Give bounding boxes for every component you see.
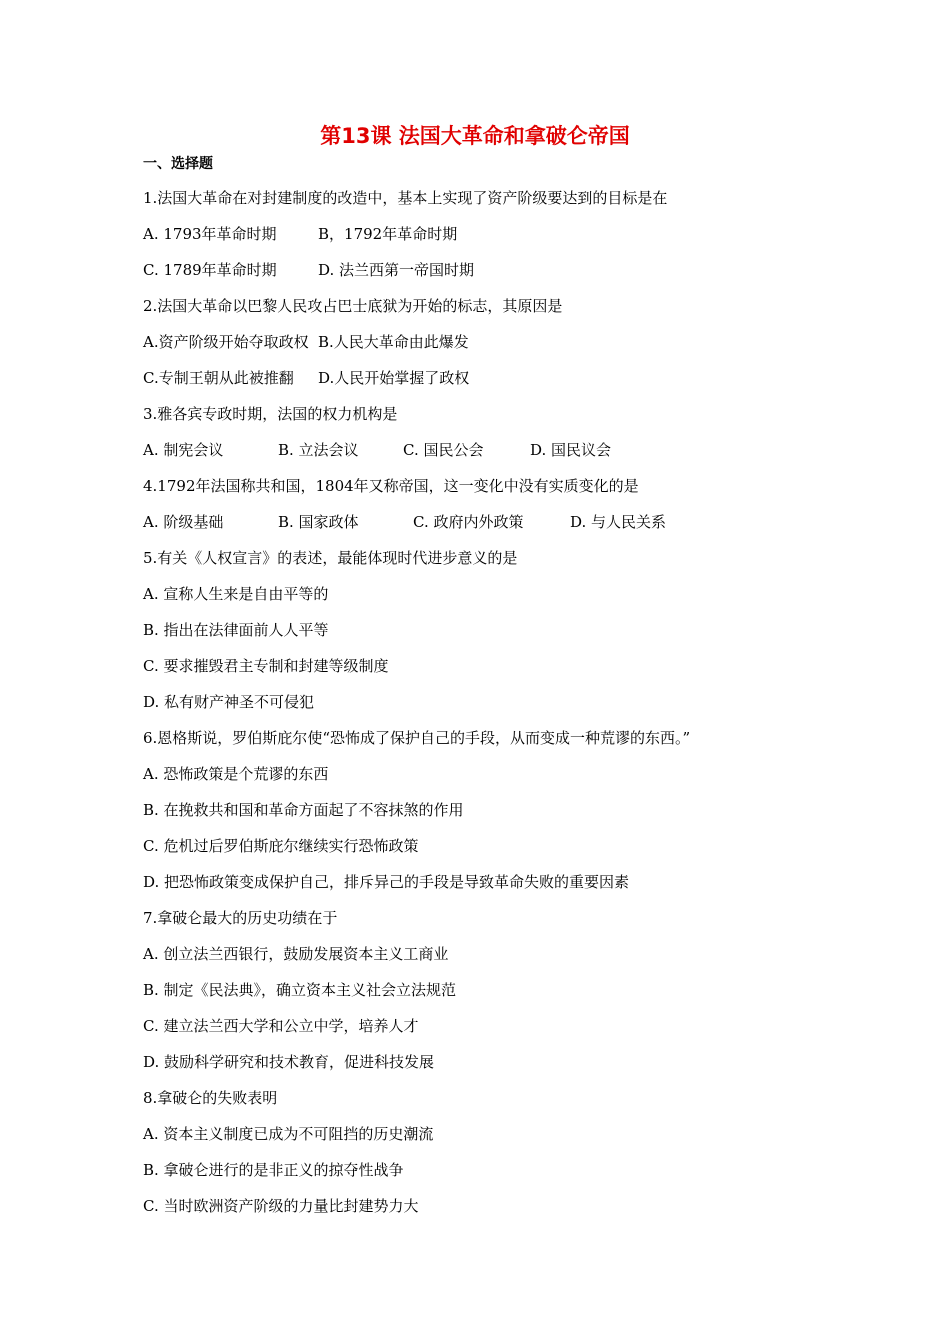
option-a: A. 资本主义制度已成为不可阻挡的历史潮流 [143,1125,434,1143]
question-stem: 8.拿破仑的失败表明 [143,1089,278,1107]
option-a: A. 1793年革命时期 [143,225,277,243]
option-row [143,252,923,288]
section-heading: 一、选择题 [143,156,213,172]
option-d: D. 与人民关系 [570,513,667,531]
option-row [143,324,923,360]
option-a: A. 创立法兰西银行，鼓励发展资本主义工商业 [143,945,449,963]
question-stem: 3.雅各宾专政时期，法国的权力机构是 [143,405,398,423]
option-d: D. 把恐怖政策变成保护自己，排斥异己的手段是导致革命失败的重要因素 [143,873,630,891]
option-c: C. 建立法兰西大学和公立中学，培养人才 [143,1017,419,1035]
option-row [143,216,923,252]
option-a: A. 制宪会议 [143,441,224,459]
question-stem: 7.拿破仑最大的历史功绩在于 [143,909,338,927]
option-c: C.专制王朝从此被推翻 [143,369,294,387]
option-d: D.人民开始掌握了政权 [318,369,470,387]
question-stem: 5.有关《人权宣言》的表述，最能体现时代进步意义的是 [143,549,518,567]
option-b: B. 制定《民法典》，确立资本主义社会立法规范 [143,981,457,999]
option-c: C. 1789年革命时期 [143,261,277,279]
option-c: C. 国民公会 [403,441,484,459]
option-row [143,504,923,540]
option-row [143,360,923,396]
option-b: B，1792年革命时期 [318,225,458,243]
question-stem: 1.法国大革命在对封建制度的改造中，基本上实现了资产阶级要达到的目标是在 [143,189,668,207]
option-d: D. 国民议会 [530,441,612,459]
option-d: D. 法兰西第一帝国时期 [318,261,475,279]
option-b: B. 在挽救共和国和革命方面起了不容抹煞的作用 [143,801,464,819]
option-b: B. 立法会议 [278,441,359,459]
option-d: D. 私有财产神圣不可侵犯 [143,693,315,711]
question-stem: 2.法国大革命以巴黎人民攻占巴士底狱为开始的标志，其原因是 [143,297,563,315]
option-c: C. 当时欧洲资产阶级的力量比封建势力大 [143,1197,419,1215]
question-list [143,180,923,1224]
option-b: B.人民大革命由此爆发 [318,333,469,351]
option-a: A. 宣称人生来是自由平等的 [143,585,329,603]
question-stem: 6.恩格斯说，罗伯斯庇尔使“恐怖成了保护自己的手段，从而变成一种荒谬的东西。” [143,729,691,747]
option-c: C. 要求摧毁君主专制和封建等级制度 [143,657,389,675]
option-row [143,432,923,468]
question-stem: 4.1792年法国称共和国，1804年又称帝国，这一变化中没有实质变化的是 [143,477,639,495]
option-a: A. 恐怖政策是个荒谬的东西 [143,765,329,783]
option-a: A. 阶级基础 [143,513,224,531]
option-a: A.资产阶级开始夺取政权 [143,333,309,351]
option-d: D. 鼓励科学研究和技术教育，促进科技发展 [143,1053,435,1071]
option-c: C. 政府内外政策 [413,513,524,531]
option-b: B. 国家政体 [278,513,359,531]
option-c: C. 危机过后罗伯斯庇尔继续实行恐怖政策 [143,837,419,855]
option-b: B. 拿破仑进行的是非正义的掠夺性战争 [143,1161,404,1179]
lesson-title: 第13课 法国大革命和拿破仑帝国 [320,124,630,148]
option-b: B. 指出在法律面前人人平等 [143,621,329,639]
